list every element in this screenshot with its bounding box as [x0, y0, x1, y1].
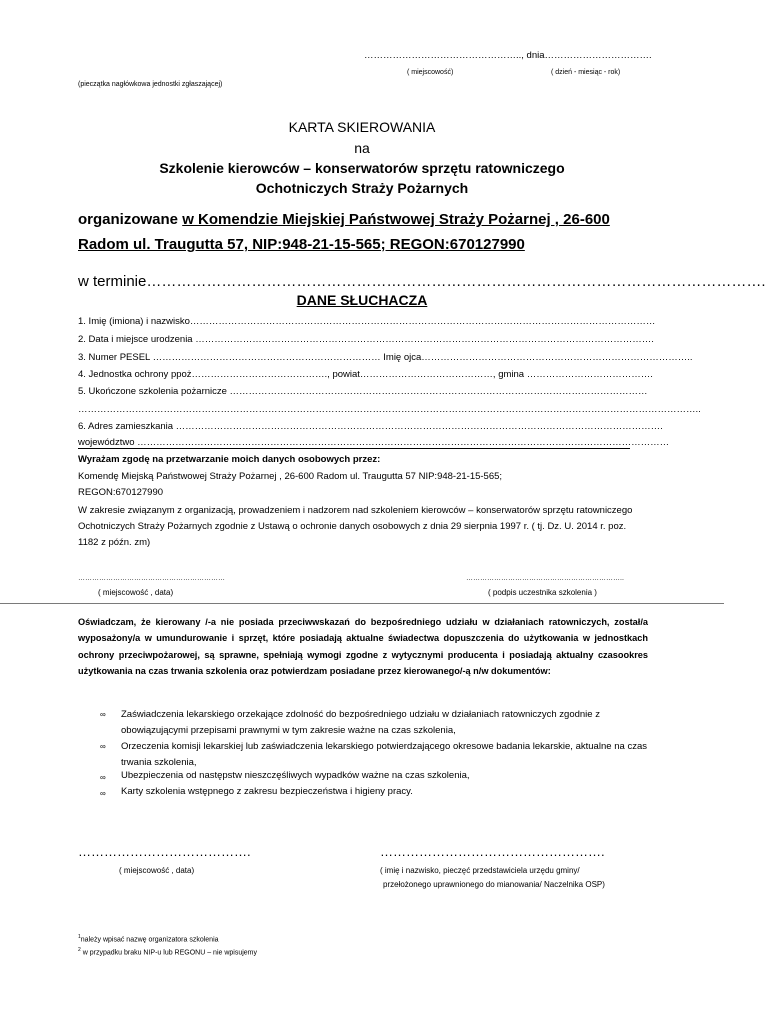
footnote-1-text: należy wpisać nazwę organizatora szkolenia — [80, 936, 219, 944]
bullet-icon: ∞ — [100, 742, 106, 751]
stamp-label: (pieczątka nagłówkowa jednostki zgłaszającej) — [78, 81, 223, 88]
field-name: 1. Imię (imiona) i nazwisko………………………………………………………………………………………………………………………………… — [78, 316, 656, 327]
declaration: Oświadczam, że kierowany /-a nie posiada przeciwwskazań do bezpośredniego udziału w działaniach ratowniczych, został/a wyposażony/a w umundurowanie i sprzęt, które posiadają aktualne świadectwa dopuszczenia do użytkowania w jednostkach ochrony przeciwpożarowej, są sprawne, spełniają wymogi zgodne z wytycznymi producenta i posiadają aktualny czasookres użytkowania na czas trwania szkolenia oraz potwierdzam posiadane przez kierowanego/-ą n/w dokumentów: — [78, 617, 648, 676]
footnote-2-mark: 2 — [78, 947, 81, 953]
title-line-2: na — [354, 140, 370, 156]
title-line-3: Szkolenie kierowców – konserwatorów sprzętu ratowniczego — [159, 160, 565, 176]
bullet-icon: ∞ — [100, 773, 106, 782]
sign2-left-dots: …………………………………. — [78, 844, 251, 859]
field-birth: 2. Data i miejsce urodzenia ………………………………………………………………………………………………………………………………. — [78, 334, 654, 345]
field-address: 6. Adres zamieszkania ………………………………………………………………………………………………………………………………………. — [78, 421, 663, 432]
place-label: ( miejscowość) — [407, 69, 454, 76]
sign2-right-label-1: ( imię i nazwisko, pieczęć przedstawiciela urzędu gminy/ — [380, 866, 580, 875]
date-label: ( dzień - miesiąc - rok) — [551, 69, 621, 76]
sign1-left-dots: ……………………………………………………… — [78, 575, 225, 582]
sign1-left-label: ( miejscowość , data) — [98, 588, 174, 597]
sign2-right-dots: ……………………………………………. — [380, 844, 605, 859]
organizer-line-1 — [78, 211, 610, 228]
title-line-1: KARTA SKIEROWANIA — [288, 119, 436, 135]
footnote-1-mark: 1 — [78, 934, 81, 940]
consent-line-1: Komendę Miejską Państwowej Straży Pożarnej , 26-600 Radom ul. Traugutta 57 NIP:948-21-15-565; — [78, 471, 503, 482]
section-divider — [0, 603, 724, 604]
sign1-right-label: ( podpis uczestnika szkolenia ) — [488, 588, 597, 597]
bullet-item: Zaświadczenia lekarskiego orzekające zdolność do bezpośredniego udziału w działaniach ratowniczych zgodnie z obowiązującymi przepisami prawnymi w tym zakresie ważne na czas szkolenia, — [121, 709, 600, 736]
bullet-icon: ∞ — [100, 789, 106, 798]
bullet-item: Ubezpieczenia od następstw nieszczęśliwych wypadków ważne na czas szkolenia, — [121, 770, 470, 781]
field-unit: 4. Jednostka ochrony ppoż……………………………………., powiat……………………………………, gmina …………………………………. — [78, 369, 653, 380]
organizer-line-2: Radom ul. Traugutta 57, NIP:948-21-15-565; REGON:670127990 — [78, 236, 525, 253]
title-line-4: Ochotniczych Straży Pożarnych — [255, 180, 469, 196]
field-trainings-cont: …………………………………………………………………………………………………………………………………………………………………………….. — [78, 404, 701, 415]
sign2-right-label-2: przełożonego uprawnionego do mianowania/ Naczelnika OSP) — [383, 880, 605, 889]
consent-paragraph: W zakresie związanym z organizacją, prowadzeniem i nadzorem nad szkoleniem kierowców – konserwatorów sprzętu ratowniczego Ochotniczych Straży Pożarnych zgodnie z Ustawą o ochronie danych osobowych z dnia 29 sierpnia 1997 r. ( tj. Dz. U. 2014 r. poz. 1182 z późn. zm) — [78, 505, 633, 548]
field-voivodeship: województwo …………………………………………………………………………………………………………………………………………………… — [78, 437, 670, 448]
sign2-left-label: ( miejscowość , data) — [119, 866, 195, 875]
bullet-icon: ∞ — [100, 710, 106, 719]
organizer-prefix: organizowane — [78, 211, 183, 228]
place-date-line: ………………………………………….., dnia……………………………. — [364, 50, 652, 61]
sign1-right-dots: ………………………………………………………….. — [466, 575, 624, 582]
field-pesel: 3. Numer PESEL ……………………………………………………………… Imię ojca………………………………………………………………………….. — [78, 352, 693, 363]
field-trainings: 5. Ukończone szkolenia pożarnicze …………………………………………………………………………………………………………………… — [78, 386, 648, 397]
consent-line-2: REGON:670127990 — [78, 487, 164, 498]
consent-heading: Wyrażam zgodę na przetwarzanie moich danych osobowych przez: — [78, 454, 381, 465]
term-line: w terminie……………………………………………………………………………………………………………. — [78, 273, 766, 290]
organizer-name: w Komendzie Miejskiej Państwowej Straży Pożarnej , 26-600 — [182, 211, 610, 228]
bullet-item: Orzeczenia komisji lekarskiej lub zaświadczenia lekarskiego potwierdzającego okresowe badania lekarskie, aktualne na czas trwania szkolenia, — [121, 741, 647, 768]
footnote-1 — [78, 934, 219, 943]
bullet-item: Karty szkolenia wstępnego z zakresu bezpieczeństwa i higieny pracy. — [121, 786, 413, 797]
dane-heading: DANE SŁUCHACZA — [296, 292, 428, 308]
footnote-2-text: w przypadku braku NIP-u lub REGONU – nie wpisujemy — [80, 949, 258, 957]
footnote-2 — [78, 947, 257, 956]
